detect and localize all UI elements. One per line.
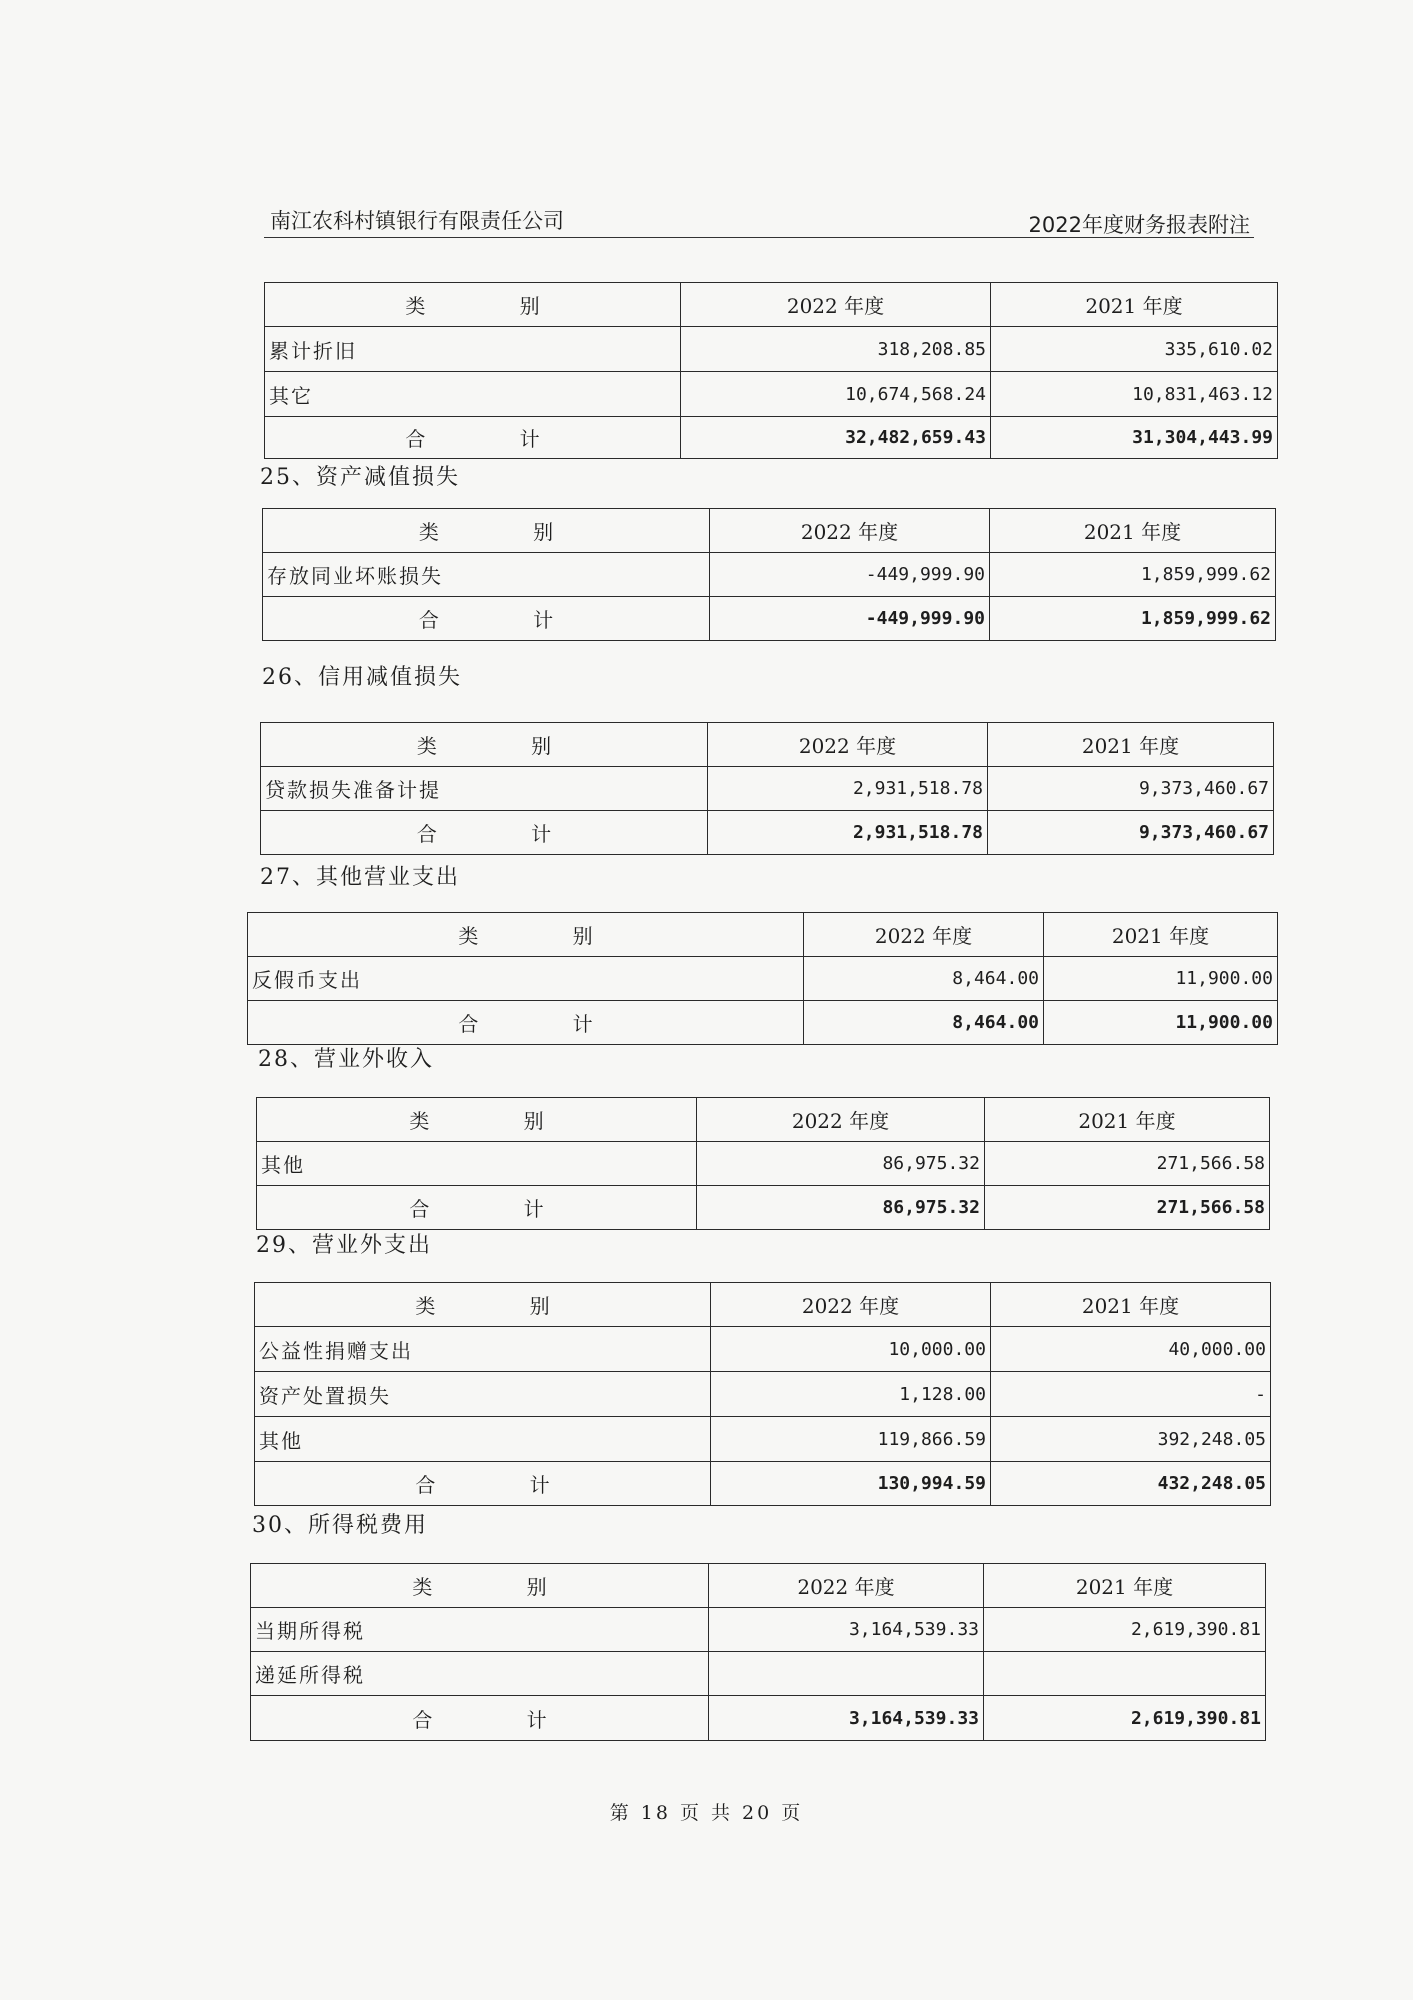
total-row: 合 计 86,975.32 271,566.58 — [257, 1186, 1270, 1230]
total-row: 合 计 -449,999.90 1,859,999.62 — [263, 597, 1276, 641]
total-row: 合 计 3,164,539.33 2,619,390.81 — [251, 1696, 1266, 1741]
table-row: 反假币支出 8,464.00 11,900.00 — [248, 957, 1278, 1001]
table-25: 类 别 2022 年度 2021 年度 存放同业坏账损失 -449,999.90 1,859,999.62 合 计 -449,999.90 1,859,999.62 — [262, 508, 1276, 641]
table-row: 递延所得税 — [251, 1652, 1266, 1696]
table-row: 其他 119,866.59 392,248.05 — [255, 1417, 1271, 1462]
table-row: 累计折旧 318,208.85 335,610.02 — [265, 327, 1278, 372]
section-26-title: 26、信用减值损失 — [262, 665, 462, 690]
report-title: 2022年度财务报表附注 — [1028, 213, 1250, 237]
page-header — [264, 205, 1254, 238]
table-top — [264, 282, 1278, 459]
table-row: 当期所得税 3,164,539.33 2,619,390.81 — [251, 1608, 1266, 1652]
table-29: 类 别 2022 年度 2021 年度 公益性捐赠支出 10,000.00 40,000.00 资产处置损失 1,128.00 - 其他 119,866.59 392,248.05 合 计 130,994.59 432,248.05 — [254, 1282, 1271, 1506]
total-row: 合 计 32,482,659.43 31,304,443.99 — [265, 417, 1278, 459]
col-2021: 2021 年度 — [991, 283, 1278, 327]
table-30: 类 别 2022 年度 2021 年度 当期所得税 3,164,539.33 2,619,390.81 递延所得税 合 计 3,164,539.33 2,619,390.81 — [250, 1563, 1266, 1741]
page-number: 第 18 页 共 20 页 — [609, 1802, 804, 1824]
table-row: 公益性捐赠支出 10,000.00 40,000.00 — [255, 1327, 1271, 1372]
company-name: 南江农科村镇银行有限责任公司 — [270, 209, 564, 233]
table-row: 资产处置损失 1,128.00 - — [255, 1372, 1271, 1417]
section-27-title: 27、其他营业支出 — [260, 865, 460, 890]
total-row: 合 计 8,464.00 11,900.00 — [248, 1001, 1278, 1045]
table-row: 存放同业坏账损失 -449,999.90 1,859,999.62 — [263, 553, 1276, 597]
table-28: 类 别 2022 年度 2021 年度 其他 86,975.32 271,566.58 合 计 86,975.32 271,566.58 — [256, 1097, 1270, 1230]
table-27: 类 别 2022 年度 2021 年度 反假币支出 8,464.00 11,900.00 合 计 8,464.00 11,900.00 — [247, 912, 1278, 1045]
total-row: 合 计 130,994.59 432,248.05 — [255, 1462, 1271, 1506]
col-2022: 2022 年度 — [681, 283, 991, 327]
col-category: 类 别 — [265, 283, 681, 327]
table-row: 贷款损失准备计提 2,931,518.78 9,373,460.67 — [261, 767, 1274, 811]
table-row: 其他 86,975.32 271,566.58 — [257, 1142, 1270, 1186]
section-28-title: 28、营业外收入 — [258, 1047, 434, 1072]
total-row: 合 计 2,931,518.78 9,373,460.67 — [261, 811, 1274, 855]
section-25-title: 25、资产减值损失 — [260, 465, 460, 490]
section-30-title: 30、所得税费用 — [252, 1513, 428, 1538]
section-29-title: 29、营业外支出 — [256, 1233, 432, 1258]
table-row: 其它 10,674,568.24 10,831,463.12 — [265, 372, 1278, 417]
table-26: 类 别 2022 年度 2021 年度 贷款损失准备计提 2,931,518.78 9,373,460.67 合 计 2,931,518.78 9,373,460.67 — [260, 722, 1274, 855]
